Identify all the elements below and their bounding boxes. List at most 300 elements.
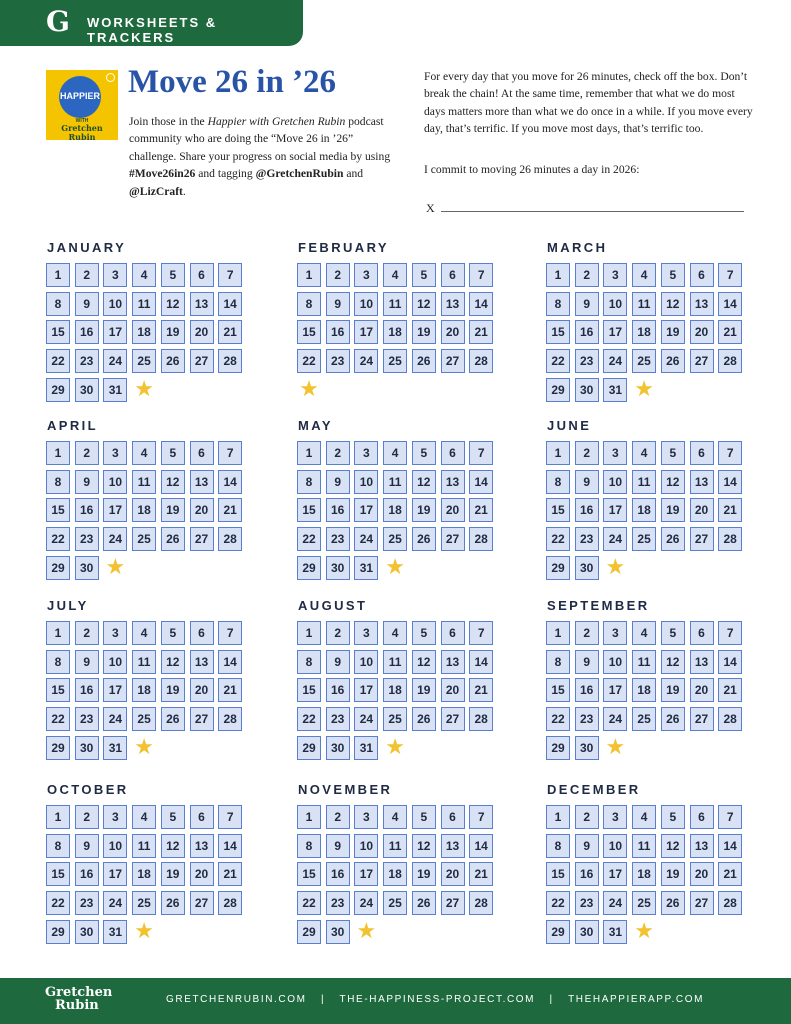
day-checkbox[interactable]: 30 xyxy=(575,920,599,944)
day-checkbox[interactable]: 17 xyxy=(103,320,127,344)
day-checkbox[interactable]: 28 xyxy=(469,527,493,551)
day-checkbox[interactable]: 2 xyxy=(326,263,350,287)
day-checkbox[interactable]: 5 xyxy=(412,263,436,287)
day-checkbox[interactable]: 4 xyxy=(632,805,656,829)
day-checkbox[interactable]: 17 xyxy=(354,862,378,886)
day-checkbox[interactable]: 24 xyxy=(603,707,627,731)
day-checkbox[interactable]: 16 xyxy=(75,678,99,702)
day-checkbox[interactable]: 2 xyxy=(575,621,599,645)
day-checkbox[interactable]: 19 xyxy=(412,320,436,344)
day-checkbox[interactable]: 6 xyxy=(190,805,214,829)
day-checkbox[interactable]: 8 xyxy=(297,650,321,674)
day-checkbox[interactable]: 20 xyxy=(690,498,714,522)
day-checkbox[interactable]: 6 xyxy=(190,621,214,645)
day-checkbox[interactable]: 4 xyxy=(132,805,156,829)
day-checkbox[interactable]: 17 xyxy=(103,498,127,522)
day-checkbox[interactable]: 5 xyxy=(161,441,185,465)
day-checkbox[interactable]: 6 xyxy=(441,263,465,287)
day-checkbox[interactable]: 7 xyxy=(469,621,493,645)
day-checkbox[interactable]: 29 xyxy=(46,920,70,944)
day-checkbox[interactable]: 8 xyxy=(297,834,321,858)
day-checkbox[interactable]: 23 xyxy=(575,527,599,551)
day-checkbox[interactable]: 3 xyxy=(354,621,378,645)
day-checkbox[interactable]: 12 xyxy=(161,834,185,858)
day-checkbox[interactable]: 4 xyxy=(132,263,156,287)
day-checkbox[interactable]: 24 xyxy=(103,891,127,915)
footer-link-happiness-project[interactable]: THE-HAPPINESS-PROJECT.COM xyxy=(339,994,536,1005)
day-checkbox[interactable]: 23 xyxy=(75,349,99,373)
day-checkbox[interactable]: 16 xyxy=(575,862,599,886)
day-checkbox[interactable]: 26 xyxy=(412,527,436,551)
day-checkbox[interactable]: 28 xyxy=(218,527,242,551)
day-checkbox[interactable]: 22 xyxy=(297,891,321,915)
day-checkbox[interactable]: 1 xyxy=(46,621,70,645)
day-checkbox[interactable]: 28 xyxy=(218,891,242,915)
day-checkbox[interactable]: 28 xyxy=(718,891,742,915)
day-checkbox[interactable]: 9 xyxy=(326,292,350,316)
day-checkbox[interactable]: 23 xyxy=(326,891,350,915)
day-checkbox[interactable]: 2 xyxy=(75,805,99,829)
day-checkbox[interactable]: 8 xyxy=(46,470,70,494)
day-checkbox[interactable]: 27 xyxy=(190,891,214,915)
day-checkbox[interactable]: 30 xyxy=(326,920,350,944)
day-checkbox[interactable]: 2 xyxy=(75,263,99,287)
day-checkbox[interactable]: 7 xyxy=(718,441,742,465)
day-checkbox[interactable]: 10 xyxy=(354,834,378,858)
day-checkbox[interactable]: 27 xyxy=(441,349,465,373)
day-checkbox[interactable]: 17 xyxy=(103,678,127,702)
day-checkbox[interactable]: 19 xyxy=(412,862,436,886)
day-checkbox[interactable]: 21 xyxy=(218,320,242,344)
day-checkbox[interactable]: 20 xyxy=(441,862,465,886)
day-checkbox[interactable]: 10 xyxy=(603,470,627,494)
day-checkbox[interactable]: 9 xyxy=(575,650,599,674)
day-checkbox[interactable]: 13 xyxy=(190,470,214,494)
day-checkbox[interactable]: 18 xyxy=(132,320,156,344)
day-checkbox[interactable]: 5 xyxy=(661,805,685,829)
day-checkbox[interactable]: 26 xyxy=(412,707,436,731)
day-checkbox[interactable]: 28 xyxy=(218,707,242,731)
day-checkbox[interactable]: 22 xyxy=(46,707,70,731)
day-checkbox[interactable]: 26 xyxy=(161,891,185,915)
day-checkbox[interactable]: 1 xyxy=(546,805,570,829)
day-checkbox[interactable]: 29 xyxy=(46,378,70,402)
day-checkbox[interactable]: 8 xyxy=(546,834,570,858)
day-checkbox[interactable]: 14 xyxy=(718,292,742,316)
day-checkbox[interactable]: 21 xyxy=(218,678,242,702)
day-checkbox[interactable]: 30 xyxy=(75,556,99,580)
day-checkbox[interactable]: 18 xyxy=(632,678,656,702)
day-checkbox[interactable]: 1 xyxy=(297,805,321,829)
day-checkbox[interactable]: 4 xyxy=(383,621,407,645)
day-checkbox[interactable]: 22 xyxy=(546,891,570,915)
day-checkbox[interactable]: 24 xyxy=(354,707,378,731)
day-checkbox[interactable]: 12 xyxy=(161,470,185,494)
day-checkbox[interactable]: 18 xyxy=(383,498,407,522)
day-checkbox[interactable]: 22 xyxy=(46,891,70,915)
day-checkbox[interactable]: 9 xyxy=(75,292,99,316)
day-checkbox[interactable]: 21 xyxy=(469,862,493,886)
day-checkbox[interactable]: 29 xyxy=(46,736,70,760)
day-checkbox[interactable]: 3 xyxy=(103,263,127,287)
day-checkbox[interactable]: 3 xyxy=(103,621,127,645)
day-checkbox[interactable]: 7 xyxy=(469,263,493,287)
day-checkbox[interactable]: 25 xyxy=(132,527,156,551)
day-checkbox[interactable]: 6 xyxy=(441,805,465,829)
day-checkbox[interactable]: 25 xyxy=(632,349,656,373)
day-checkbox[interactable]: 31 xyxy=(103,920,127,944)
day-checkbox[interactable]: 25 xyxy=(632,707,656,731)
day-checkbox[interactable]: 29 xyxy=(546,920,570,944)
day-checkbox[interactable]: 20 xyxy=(690,320,714,344)
day-checkbox[interactable]: 27 xyxy=(690,527,714,551)
day-checkbox[interactable]: 5 xyxy=(161,805,185,829)
day-checkbox[interactable]: 26 xyxy=(661,349,685,373)
day-checkbox[interactable]: 5 xyxy=(661,621,685,645)
day-checkbox[interactable]: 9 xyxy=(75,834,99,858)
day-checkbox[interactable]: 18 xyxy=(383,862,407,886)
day-checkbox[interactable]: 14 xyxy=(718,650,742,674)
day-checkbox[interactable]: 29 xyxy=(546,556,570,580)
day-checkbox[interactable]: 7 xyxy=(218,621,242,645)
day-checkbox[interactable]: 15 xyxy=(546,320,570,344)
day-checkbox[interactable]: 25 xyxy=(632,527,656,551)
day-checkbox[interactable]: 23 xyxy=(75,707,99,731)
day-checkbox[interactable]: 17 xyxy=(603,320,627,344)
day-checkbox[interactable]: 14 xyxy=(218,834,242,858)
day-checkbox[interactable]: 17 xyxy=(354,678,378,702)
day-checkbox[interactable]: 22 xyxy=(546,349,570,373)
day-checkbox[interactable]: 13 xyxy=(441,470,465,494)
day-checkbox[interactable]: 11 xyxy=(632,470,656,494)
day-checkbox[interactable]: 25 xyxy=(383,527,407,551)
day-checkbox[interactable]: 2 xyxy=(326,441,350,465)
day-checkbox[interactable]: 16 xyxy=(326,498,350,522)
day-checkbox[interactable]: 18 xyxy=(132,498,156,522)
day-checkbox[interactable]: 5 xyxy=(661,441,685,465)
day-checkbox[interactable]: 28 xyxy=(718,349,742,373)
day-checkbox[interactable]: 3 xyxy=(354,441,378,465)
day-checkbox[interactable]: 25 xyxy=(132,707,156,731)
day-checkbox[interactable]: 28 xyxy=(718,527,742,551)
day-checkbox[interactable]: 20 xyxy=(441,678,465,702)
day-checkbox[interactable]: 4 xyxy=(132,621,156,645)
day-checkbox[interactable]: 10 xyxy=(103,834,127,858)
day-checkbox[interactable]: 11 xyxy=(383,470,407,494)
day-checkbox[interactable]: 11 xyxy=(632,292,656,316)
day-checkbox[interactable]: 11 xyxy=(132,650,156,674)
day-checkbox[interactable]: 16 xyxy=(326,678,350,702)
day-checkbox[interactable]: 26 xyxy=(661,891,685,915)
day-checkbox[interactable]: 21 xyxy=(218,498,242,522)
day-checkbox[interactable]: 24 xyxy=(103,527,127,551)
day-checkbox[interactable]: 10 xyxy=(603,650,627,674)
day-checkbox[interactable]: 16 xyxy=(326,320,350,344)
day-checkbox[interactable]: 30 xyxy=(575,378,599,402)
day-checkbox[interactable]: 8 xyxy=(546,470,570,494)
day-checkbox[interactable]: 24 xyxy=(103,707,127,731)
day-checkbox[interactable]: 25 xyxy=(383,891,407,915)
day-checkbox[interactable]: 13 xyxy=(190,292,214,316)
day-checkbox[interactable]: 22 xyxy=(297,527,321,551)
day-checkbox[interactable]: 12 xyxy=(412,834,436,858)
day-checkbox[interactable]: 15 xyxy=(297,862,321,886)
day-checkbox[interactable]: 2 xyxy=(575,263,599,287)
day-checkbox[interactable]: 7 xyxy=(718,263,742,287)
day-checkbox[interactable]: 18 xyxy=(632,320,656,344)
day-checkbox[interactable]: 28 xyxy=(469,349,493,373)
day-checkbox[interactable]: 20 xyxy=(190,862,214,886)
day-checkbox[interactable]: 8 xyxy=(46,650,70,674)
day-checkbox[interactable]: 13 xyxy=(690,470,714,494)
day-checkbox[interactable]: 4 xyxy=(383,441,407,465)
day-checkbox[interactable]: 3 xyxy=(103,805,127,829)
day-checkbox[interactable]: 7 xyxy=(218,263,242,287)
day-checkbox[interactable]: 2 xyxy=(575,805,599,829)
day-checkbox[interactable]: 17 xyxy=(603,862,627,886)
day-checkbox[interactable]: 1 xyxy=(546,263,570,287)
day-checkbox[interactable]: 22 xyxy=(546,707,570,731)
footer-link-gretchenrubin[interactable]: GRETCHENRUBIN.COM xyxy=(166,994,307,1005)
day-checkbox[interactable]: 1 xyxy=(297,441,321,465)
day-checkbox[interactable]: 29 xyxy=(297,920,321,944)
day-checkbox[interactable]: 30 xyxy=(326,556,350,580)
day-checkbox[interactable]: 24 xyxy=(354,891,378,915)
day-checkbox[interactable]: 22 xyxy=(46,349,70,373)
day-checkbox[interactable]: 20 xyxy=(441,320,465,344)
day-checkbox[interactable]: 21 xyxy=(218,862,242,886)
day-checkbox[interactable]: 11 xyxy=(632,650,656,674)
day-checkbox[interactable]: 15 xyxy=(546,498,570,522)
day-checkbox[interactable]: 15 xyxy=(546,862,570,886)
day-checkbox[interactable]: 24 xyxy=(354,527,378,551)
day-checkbox[interactable]: 9 xyxy=(575,292,599,316)
day-checkbox[interactable]: 10 xyxy=(603,292,627,316)
day-checkbox[interactable]: 19 xyxy=(661,678,685,702)
day-checkbox[interactable]: 27 xyxy=(690,891,714,915)
day-checkbox[interactable]: 16 xyxy=(575,498,599,522)
day-checkbox[interactable]: 30 xyxy=(75,920,99,944)
day-checkbox[interactable]: 17 xyxy=(354,320,378,344)
day-checkbox[interactable]: 21 xyxy=(718,862,742,886)
day-checkbox[interactable]: 6 xyxy=(690,441,714,465)
day-checkbox[interactable]: 28 xyxy=(218,349,242,373)
day-checkbox[interactable]: 25 xyxy=(632,891,656,915)
day-checkbox[interactable]: 6 xyxy=(441,441,465,465)
day-checkbox[interactable]: 24 xyxy=(603,891,627,915)
day-checkbox[interactable]: 12 xyxy=(661,834,685,858)
day-checkbox[interactable]: 9 xyxy=(575,834,599,858)
day-checkbox[interactable]: 3 xyxy=(603,621,627,645)
day-checkbox[interactable]: 6 xyxy=(690,621,714,645)
day-checkbox[interactable]: 23 xyxy=(75,891,99,915)
day-checkbox[interactable]: 6 xyxy=(190,263,214,287)
day-checkbox[interactable]: 6 xyxy=(441,621,465,645)
day-checkbox[interactable]: 25 xyxy=(132,891,156,915)
day-checkbox[interactable]: 13 xyxy=(690,292,714,316)
day-checkbox[interactable]: 15 xyxy=(46,498,70,522)
day-checkbox[interactable]: 19 xyxy=(161,498,185,522)
day-checkbox[interactable]: 30 xyxy=(75,378,99,402)
day-checkbox[interactable]: 9 xyxy=(75,650,99,674)
day-checkbox[interactable]: 15 xyxy=(297,320,321,344)
day-checkbox[interactable]: 17 xyxy=(603,678,627,702)
day-checkbox[interactable]: 22 xyxy=(297,707,321,731)
day-checkbox[interactable]: 16 xyxy=(326,862,350,886)
day-checkbox[interactable]: 14 xyxy=(469,650,493,674)
day-checkbox[interactable]: 5 xyxy=(161,263,185,287)
day-checkbox[interactable]: 16 xyxy=(575,320,599,344)
day-checkbox[interactable]: 13 xyxy=(690,834,714,858)
day-checkbox[interactable]: 11 xyxy=(383,650,407,674)
day-checkbox[interactable]: 8 xyxy=(297,292,321,316)
day-checkbox[interactable]: 12 xyxy=(161,650,185,674)
day-checkbox[interactable]: 12 xyxy=(161,292,185,316)
day-checkbox[interactable]: 7 xyxy=(218,441,242,465)
day-checkbox[interactable]: 20 xyxy=(190,498,214,522)
day-checkbox[interactable]: 31 xyxy=(603,920,627,944)
day-checkbox[interactable]: 13 xyxy=(190,834,214,858)
day-checkbox[interactable]: 31 xyxy=(603,378,627,402)
day-checkbox[interactable]: 29 xyxy=(46,556,70,580)
day-checkbox[interactable]: 5 xyxy=(161,621,185,645)
day-checkbox[interactable]: 6 xyxy=(690,805,714,829)
day-checkbox[interactable]: 4 xyxy=(632,263,656,287)
day-checkbox[interactable]: 14 xyxy=(218,650,242,674)
day-checkbox[interactable]: 23 xyxy=(575,349,599,373)
day-checkbox[interactable]: 29 xyxy=(297,556,321,580)
day-checkbox[interactable]: 17 xyxy=(603,498,627,522)
day-checkbox[interactable]: 23 xyxy=(575,891,599,915)
day-checkbox[interactable]: 31 xyxy=(354,556,378,580)
day-checkbox[interactable]: 8 xyxy=(546,292,570,316)
day-checkbox[interactable]: 18 xyxy=(132,678,156,702)
day-checkbox[interactable]: 13 xyxy=(441,292,465,316)
day-checkbox[interactable]: 14 xyxy=(218,470,242,494)
day-checkbox[interactable]: 10 xyxy=(354,650,378,674)
day-checkbox[interactable]: 1 xyxy=(297,621,321,645)
day-checkbox[interactable]: 17 xyxy=(354,498,378,522)
day-checkbox[interactable]: 25 xyxy=(383,707,407,731)
day-checkbox[interactable]: 16 xyxy=(75,320,99,344)
day-checkbox[interactable]: 1 xyxy=(46,441,70,465)
day-checkbox[interactable]: 14 xyxy=(469,470,493,494)
day-checkbox[interactable]: 13 xyxy=(441,834,465,858)
day-checkbox[interactable]: 9 xyxy=(326,470,350,494)
day-checkbox[interactable]: 7 xyxy=(469,441,493,465)
day-checkbox[interactable]: 20 xyxy=(690,862,714,886)
day-checkbox[interactable]: 10 xyxy=(103,470,127,494)
day-checkbox[interactable]: 3 xyxy=(603,441,627,465)
day-checkbox[interactable]: 2 xyxy=(575,441,599,465)
day-checkbox[interactable]: 25 xyxy=(132,349,156,373)
day-checkbox[interactable]: 2 xyxy=(326,805,350,829)
day-checkbox[interactable]: 18 xyxy=(132,862,156,886)
day-checkbox[interactable]: 13 xyxy=(190,650,214,674)
day-checkbox[interactable]: 27 xyxy=(441,527,465,551)
day-checkbox[interactable]: 4 xyxy=(632,621,656,645)
day-checkbox[interactable]: 20 xyxy=(190,678,214,702)
day-checkbox[interactable]: 15 xyxy=(46,862,70,886)
day-checkbox[interactable]: 23 xyxy=(326,527,350,551)
day-checkbox[interactable]: 5 xyxy=(412,805,436,829)
day-checkbox[interactable]: 19 xyxy=(661,862,685,886)
day-checkbox[interactable]: 29 xyxy=(297,736,321,760)
day-checkbox[interactable]: 12 xyxy=(661,292,685,316)
day-checkbox[interactable]: 28 xyxy=(469,891,493,915)
day-checkbox[interactable]: 20 xyxy=(690,678,714,702)
day-checkbox[interactable]: 1 xyxy=(297,263,321,287)
day-checkbox[interactable]: 27 xyxy=(441,891,465,915)
day-checkbox[interactable]: 3 xyxy=(603,805,627,829)
day-checkbox[interactable]: 27 xyxy=(190,349,214,373)
day-checkbox[interactable]: 8 xyxy=(46,292,70,316)
day-checkbox[interactable]: 30 xyxy=(326,736,350,760)
day-checkbox[interactable]: 10 xyxy=(354,470,378,494)
day-checkbox[interactable]: 13 xyxy=(441,650,465,674)
day-checkbox[interactable]: 11 xyxy=(383,292,407,316)
day-checkbox[interactable]: 10 xyxy=(354,292,378,316)
day-checkbox[interactable]: 11 xyxy=(632,834,656,858)
day-checkbox[interactable]: 5 xyxy=(412,441,436,465)
day-checkbox[interactable]: 3 xyxy=(603,263,627,287)
day-checkbox[interactable]: 23 xyxy=(575,707,599,731)
day-checkbox[interactable]: 1 xyxy=(46,263,70,287)
day-checkbox[interactable]: 16 xyxy=(75,498,99,522)
day-checkbox[interactable]: 9 xyxy=(575,470,599,494)
day-checkbox[interactable]: 8 xyxy=(297,470,321,494)
day-checkbox[interactable]: 15 xyxy=(46,320,70,344)
day-checkbox[interactable]: 9 xyxy=(326,834,350,858)
day-checkbox[interactable]: 30 xyxy=(75,736,99,760)
day-checkbox[interactable]: 4 xyxy=(132,441,156,465)
day-checkbox[interactable]: 26 xyxy=(412,891,436,915)
day-checkbox[interactable]: 23 xyxy=(326,707,350,731)
day-checkbox[interactable]: 9 xyxy=(75,470,99,494)
day-checkbox[interactable]: 13 xyxy=(690,650,714,674)
day-checkbox[interactable]: 29 xyxy=(546,378,570,402)
day-checkbox[interactable]: 26 xyxy=(412,349,436,373)
day-checkbox[interactable]: 2 xyxy=(75,441,99,465)
day-checkbox[interactable]: 26 xyxy=(161,707,185,731)
day-checkbox[interactable]: 24 xyxy=(354,349,378,373)
signature-line[interactable] xyxy=(441,211,744,212)
day-checkbox[interactable]: 14 xyxy=(469,292,493,316)
day-checkbox[interactable]: 21 xyxy=(718,678,742,702)
day-checkbox[interactable]: 23 xyxy=(326,349,350,373)
day-checkbox[interactable]: 21 xyxy=(469,498,493,522)
day-checkbox[interactable]: 25 xyxy=(383,349,407,373)
day-checkbox[interactable]: 31 xyxy=(354,736,378,760)
day-checkbox[interactable]: 18 xyxy=(383,320,407,344)
day-checkbox[interactable]: 12 xyxy=(412,292,436,316)
day-checkbox[interactable]: 28 xyxy=(469,707,493,731)
day-checkbox[interactable]: 5 xyxy=(412,621,436,645)
day-checkbox[interactable]: 27 xyxy=(441,707,465,731)
day-checkbox[interactable]: 11 xyxy=(132,834,156,858)
day-checkbox[interactable]: 2 xyxy=(326,621,350,645)
day-checkbox[interactable]: 27 xyxy=(690,707,714,731)
day-checkbox[interactable]: 31 xyxy=(103,378,127,402)
day-checkbox[interactable]: 6 xyxy=(690,263,714,287)
day-checkbox[interactable]: 26 xyxy=(161,527,185,551)
day-checkbox[interactable]: 21 xyxy=(469,678,493,702)
day-checkbox[interactable]: 7 xyxy=(718,621,742,645)
day-checkbox[interactable]: 12 xyxy=(412,650,436,674)
day-checkbox[interactable]: 15 xyxy=(297,498,321,522)
day-checkbox[interactable]: 11 xyxy=(132,292,156,316)
day-checkbox[interactable]: 11 xyxy=(383,834,407,858)
